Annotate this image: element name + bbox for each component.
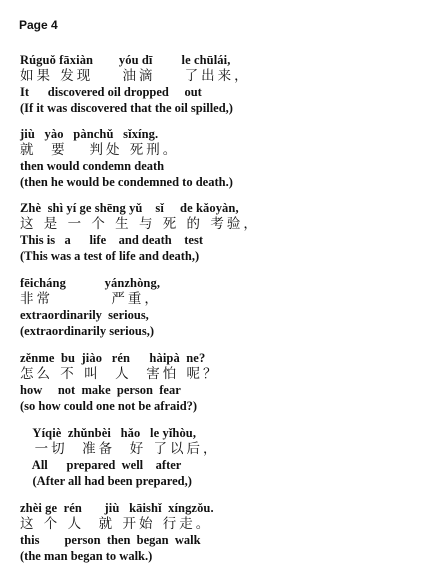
hanzi-line: 怎么 不 叫 人 害怕 呢？ [20,366,220,382]
pinyin-line: fēicháng yánzhòng, [20,276,161,290]
gloss-line: then would condemn death [20,159,165,173]
translation-line: (so how could one not be afraid?) [20,399,198,413]
pinyin-line: zěnme bu jiào rén hàipà ne? [20,351,206,365]
pinyin-line: Rúguǒ fāxiàn yóu dī le chūlái, [20,53,231,67]
translation-line: (extraordinarily serious,) [20,324,155,338]
page-label: Page 4 [19,18,58,32]
stanza-5 [20,350,420,414]
stanza-4 [20,275,420,339]
stanza-3 [20,200,420,264]
hanzi-line: 非常 严重， [20,291,161,307]
gloss-line: extraordinarily serious, [20,308,149,322]
stanza-6 [20,425,420,489]
stanza-7 [20,500,420,564]
translation-line: (This was a test of life and death,) [20,249,200,263]
stanza-1 [20,52,420,116]
translation-line: (If it was discovered that the oil spilled,) [20,101,233,115]
stanza-2 [20,126,420,190]
gloss-line: This is a life and death test [20,233,204,247]
translation-line: (After all had been prepared,) [20,474,192,488]
hanzi-line: 一切 准备 好 了以后， [20,441,220,457]
pinyin-line: Yíqiè zhǔnbèi hǎo le yǐhòu, [20,426,197,440]
hanzi-line: 就 要 判处 死刑。 [20,142,180,158]
pinyin-line: zhèi ge rén jiù kāishǐ xíngzǒu. [20,501,214,515]
pinyin-line: jiù yào pànchǔ sǐxíng. [20,127,159,141]
gloss-line: how not make person fear [20,383,181,397]
hanzi-line: 如果 发现 油滴 了出来， [20,68,251,84]
translation-line: (then he would be condemned to death.) [20,175,233,189]
translation-line: (the man began to walk.) [20,549,153,563]
hanzi-line: 这 个 人 就 开始 行走。 [20,516,213,532]
gloss-line: All prepared well after [20,458,182,472]
gloss-line: It discovered oil dropped out [20,85,202,99]
hanzi-line: 这 是 一 个 生 与 死 的 考验， [20,216,260,232]
gloss-line: this person then began walk [20,533,201,547]
pinyin-line: Zhè shì yí ge shēng yǔ sǐ de kǎoyàn, [20,201,239,215]
